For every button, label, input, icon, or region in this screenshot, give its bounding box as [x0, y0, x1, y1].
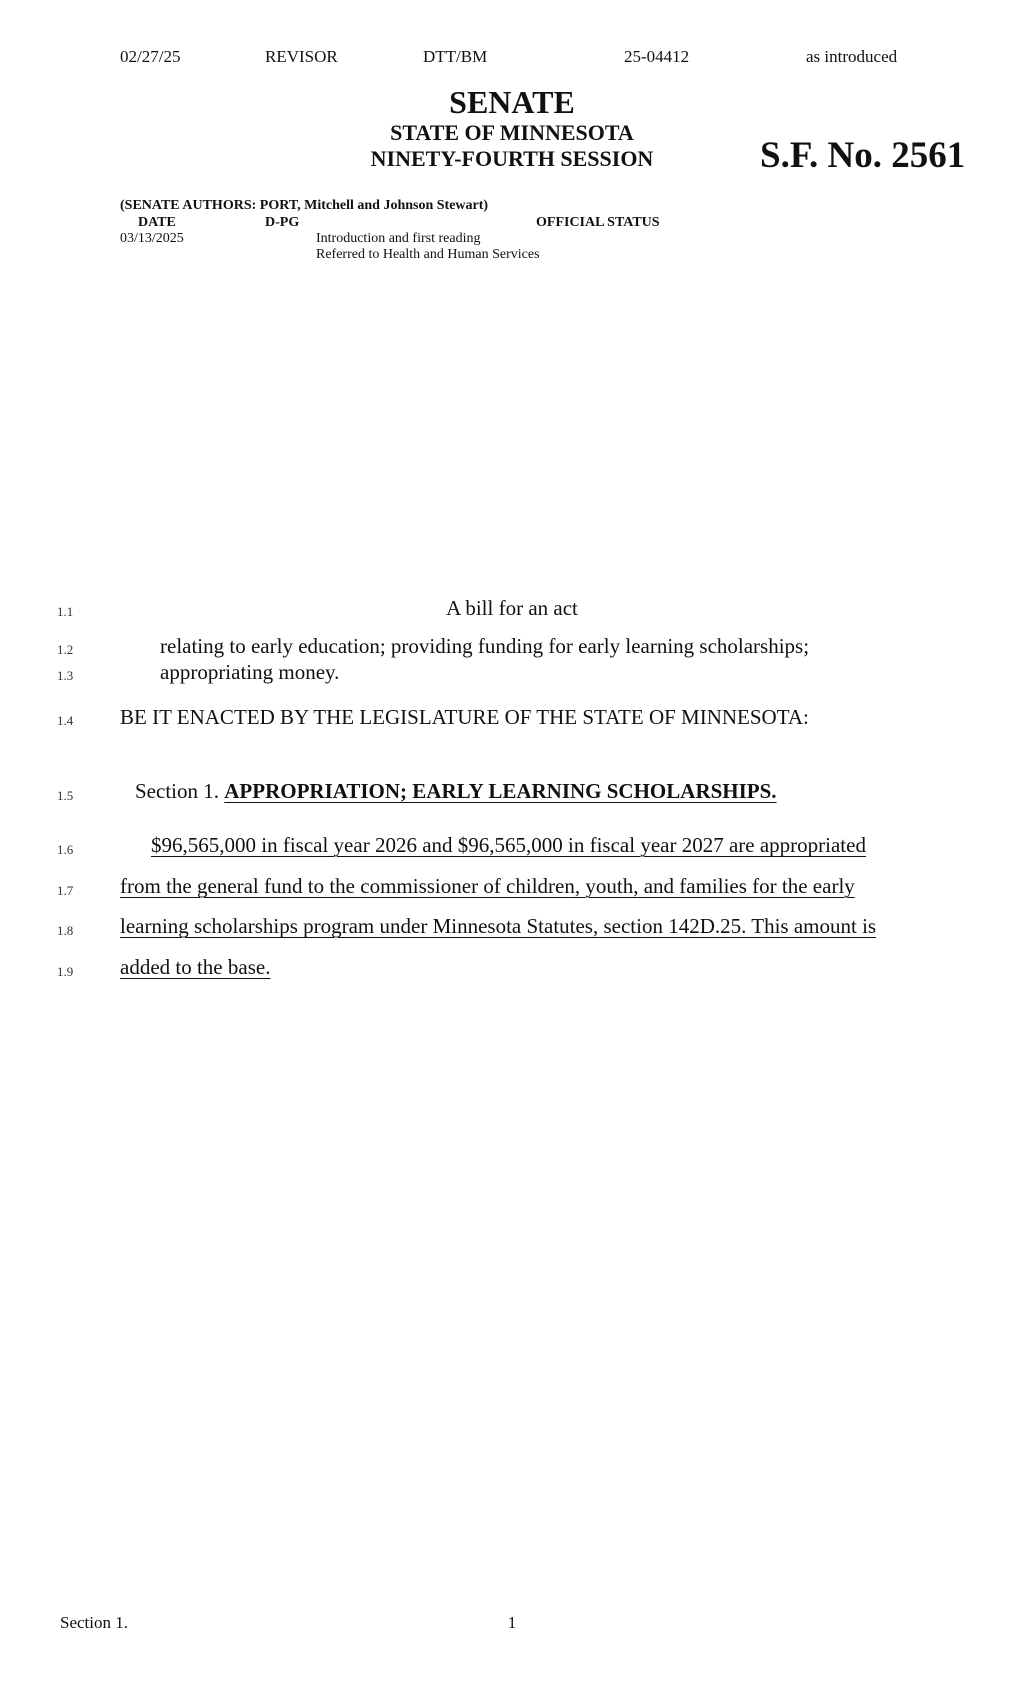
col-header-status: OFFICIAL STATUS [536, 215, 660, 230]
col-header-dpg: D-PG [265, 215, 300, 230]
section-heading [135, 779, 777, 804]
line-number: 1.3 [57, 668, 74, 683]
section-text-line: added to the base. [120, 955, 271, 979]
state-title: STATE OF MINNESOTA [390, 120, 634, 145]
line-number: 1.2 [57, 642, 74, 657]
page-number: 1 [507, 1613, 517, 1632]
header-office: REVISOR [265, 47, 338, 66]
line-number: 1.7 [57, 883, 74, 898]
header-drafter: DTT/BM [423, 47, 488, 66]
line-number: 1.8 [57, 923, 74, 938]
file-number: S.F. No. 2561 [760, 135, 966, 176]
header-status: as introduced [806, 47, 898, 66]
line-number: 1.1 [57, 604, 74, 619]
header-doc-number: 25-04412 [624, 47, 690, 66]
line-number: 1.4 [57, 713, 74, 728]
enacting-clause: BE IT ENACTED BY THE LEGISLATURE OF THE STATE OF MINNESOTA: [120, 705, 809, 729]
bill-title-line: relating to early education; providing funding for early learning scholarships; [160, 634, 810, 658]
session-title: NINETY-FOURTH SESSION [370, 146, 654, 171]
entry-date: 03/13/2025 [120, 231, 184, 246]
bill-title-line: appropriating money. [160, 660, 340, 684]
section-text-line: from the general fund to the commissioner of children, youth, and families for the early [120, 874, 855, 898]
section-text-line: $96,565,000 in fiscal year 2026 and $96,565,000 in fiscal year 2027 are appropriated [151, 833, 866, 857]
senate-authors: (SENATE AUTHORS: PORT, Mitchell and Johnson Stewart) [120, 198, 489, 213]
section-label: Section 1. [135, 779, 219, 803]
footer-section: Section 1. [60, 1613, 128, 1632]
line-number: 1.6 [57, 842, 74, 857]
col-header-date: DATE [138, 215, 176, 230]
section-title: APPROPRIATION; EARLY LEARNING SCHOLARSHIPS. [224, 779, 777, 803]
status-line-1: Introduction and first reading [316, 231, 481, 246]
bill-heading: A bill for an act [446, 596, 578, 620]
chamber-title: SENATE [449, 84, 575, 120]
line-number: 1.9 [57, 964, 74, 979]
header-date: 02/27/25 [120, 47, 181, 66]
line-number: 1.5 [57, 788, 74, 803]
section-text-line: learning scholarships program under Minnesota Statutes, section 142D.25. This amount is [120, 914, 877, 938]
status-line-2: Referred to Health and Human Services [316, 247, 540, 262]
